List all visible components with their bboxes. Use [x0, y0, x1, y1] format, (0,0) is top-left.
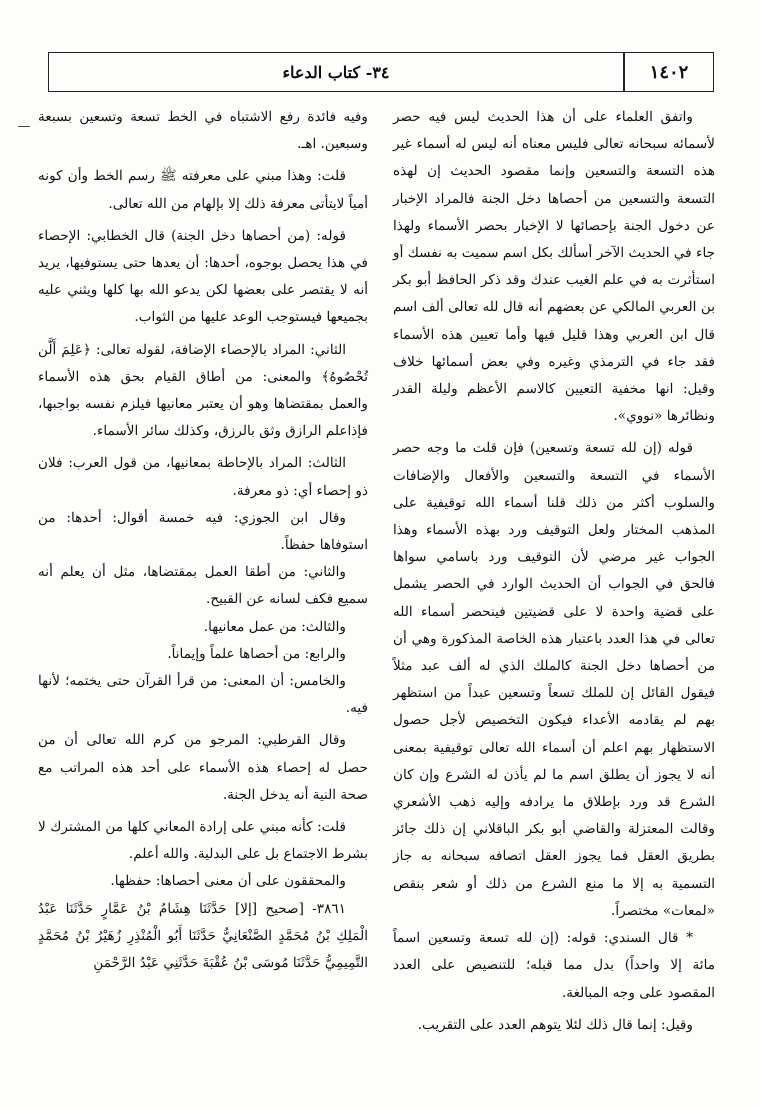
header-divider — [623, 53, 625, 91]
page-header — [48, 52, 714, 92]
left-column — [38, 104, 368, 977]
paragraph: والمحققون على أن معنى أحصاها: حفظها. — [110, 873, 346, 890]
paragraph: الثاني: المراد بالإحصاء الإضافة، لقوله تعالى: ﴿عَلِمَ أَلَّن تُحْصُوهُ﴾ والمعنى: من أطاق القيام بحق هذه الأسماء والعمل بمقتضاها وهو أن يعتبر معانيها فيلزم نفسه بواجبها، فإذاعلم الرازق وثق بالرزق، وكذلك سائر الأسماء. — [38, 341, 368, 440]
paragraph: وقال ابن الجوزي: فيه خمسة أقوال: أحدها: من استوفاها حفظاً. — [38, 509, 368, 554]
paragraph: والثالث: من عمل معانيها. — [203, 618, 346, 635]
paragraph: قلت: كأنه مبني على إرادة المعاني كلها من المشترك لا بشرط الاجتماع بل على البدلية. والله أعلم. — [38, 819, 368, 863]
paragraph: الثالث: المراد بالإحاطة بمعانيها، من قول العرب: فلان ذو إحصاء أي: ذو معرفة. — [38, 455, 368, 499]
margin-mark — [18, 126, 30, 127]
paragraph: والخامس: أن المعنى: من قرأ القرآن حتى يختمه؛ لأنها فيه. — [38, 673, 368, 717]
right-column — [393, 104, 715, 1039]
paragraph: قوله: (من أحصاها دخل الجنة) قال الخطابي: الإحصاء في هذا يحصل بوجوه، أحدها: أن يعدها حتى يستوفيها، يريد أنه لا يقتصر على بعضها لكن يدعو الله بها كلها ويثني عليه بجميعها فيستوجب الوعد عليها من الثواب. — [38, 227, 368, 326]
page-number: ١٤٠٢ — [649, 61, 689, 83]
paragraph: وقال القرطبي: المرجو من كرم الله تعالى أن من حصل له إحصاء هذه الأسماء على أحد هذه المراتب مع صحة النية أنه يدخل الجنة. — [38, 732, 368, 803]
chapter-title: ٣٤- كتاب الدعاء — [282, 62, 390, 82]
paragraph: * قال السندي: قوله: (إن لله تسعة وتسعين اسماً مائة إلا واحداً) بدل مما قبله؛ للتنصيص على العدد المقصود على وجه المبالغة. — [393, 930, 715, 1001]
paragraph: قلت: وهذا مبني على معرفته ﷺ رسم الخط وأن كونه أمياً لايتأتى معرفة ذلك إلا بإلهام من الله تعالى. — [38, 168, 368, 212]
paragraph: واتفق العلماء على أن هذا الحديث ليس فيه حصر لأسمائه سبحانه تعالى فليس معناه أنه ليس له أسماء غير هذه التسعة والتسعين وإنما مقصود الحديث إن لهذه التسعة والتسعين من أحصاها دخل الجنة فالمراد الإخبار عن دخول الجنة بإحصائها لا الإخبار بحصر الأسماء ولهذا جاء في الحديث الآخر أسألك بكل اسم سميت به نفسك أو استأثرت به في علم الغيب عندك وقد ذكر الحافظ أبو بكر بن العربي المالكي عن بعضهم أنه قال لله تعالى ألف اسم قال ابن العربي وهذا قليل فيها وأما تعيين هذه الأسماء فقد جاء في الترمذي وغيره وفي بعض أسمائها خلاف وقيل: انها مخفية التعيين كالاسم الأعظم وليلة القدر ونظائرها «نووي». — [393, 109, 715, 425]
hadith-paragraph: ٣٨٦١- [صحيح [إلا] حَدَّثَنَا هِشَامُ بْنُ عَمَّارٍ حَدَّثَنَا عَبْدُ الْمَلِكِ بْنُ مُحَمَّدٍ الصَّنْعَانِيُّ حَدَّثَنَا أَبُو الْمُنْذِرِ زُهَيْرُ بْنُ مُحَمَّدٍ التَّمِيمِيُّ حَدَّثَنَا مُوسَى بْنُ عُقْبَةَ حَدَّثَنِي عَبْدُ الرَّحْمَنِ — [38, 900, 368, 972]
paragraph: والثاني: من أطقا العمل بمقتضاها، مثل أن يعلم أنه سميع فكف لسانه عن القبيح. — [38, 564, 368, 608]
paragraph: وفيه فائدة رفع الاشتباه في الخط تسعة وتسعين بسبعة وسبعين. اهـ. — [38, 109, 368, 153]
paragraph: قوله (إن لله تسعة وتسعين) فإن قلت ما وجه حصر الأسماء في التسعة والتسعين والأفعال والإضافات والسلوب أكثر من ذلك قلنا أسماء الله توقيفية على المذهب المختار ولعل التوقيف ورد بهذه الأسماء وهذا الجواب غير مرضي لأن التوقيف ورد باسامي سواها فالحق في الجواب أن الحديث الوارد في الحصر يشمل على قضية واحدة لا على قضيتين فينحصر أسماء الله تعالى في هذا العدد باعتبار هذه الخاصة المذكورة وهي أن من أحصاها دخل الجنة كالملك الذي له ألف عبد مثلاً فيقول القائل إن للملك تسعاً وتسعين عبداً من استظهر بهم لم يقادمه الأعداء فيكون التخصيص لأجل حصول الاستظهار بهم اعلم أن أسماء الله تعالى توقيفية بمعنى أنه لا يجوز أن يطلق اسم ما لم يأذن له الشرع وإن كان الشرع قد ورد بإطلاق ما يرادفه وإليه ذهب الأشعري وقالت المعتزلة والقاضي أبو بكر الباقلاني إن ذلك جائز بطريق العقل فما يجوز العقل اتصافه سبحانه به جاز التسمية به إلا ما منع الشرع من ذلك أو شعر بنقص «لمعات» مختصراً. — [393, 440, 715, 919]
paragraph: والرابع: من أحصاها علماً وإيماناً. — [167, 645, 346, 662]
paragraph: وقيل: إنما قال ذلك لئلا يتوهم العدد على التقريب. — [417, 1016, 693, 1033]
